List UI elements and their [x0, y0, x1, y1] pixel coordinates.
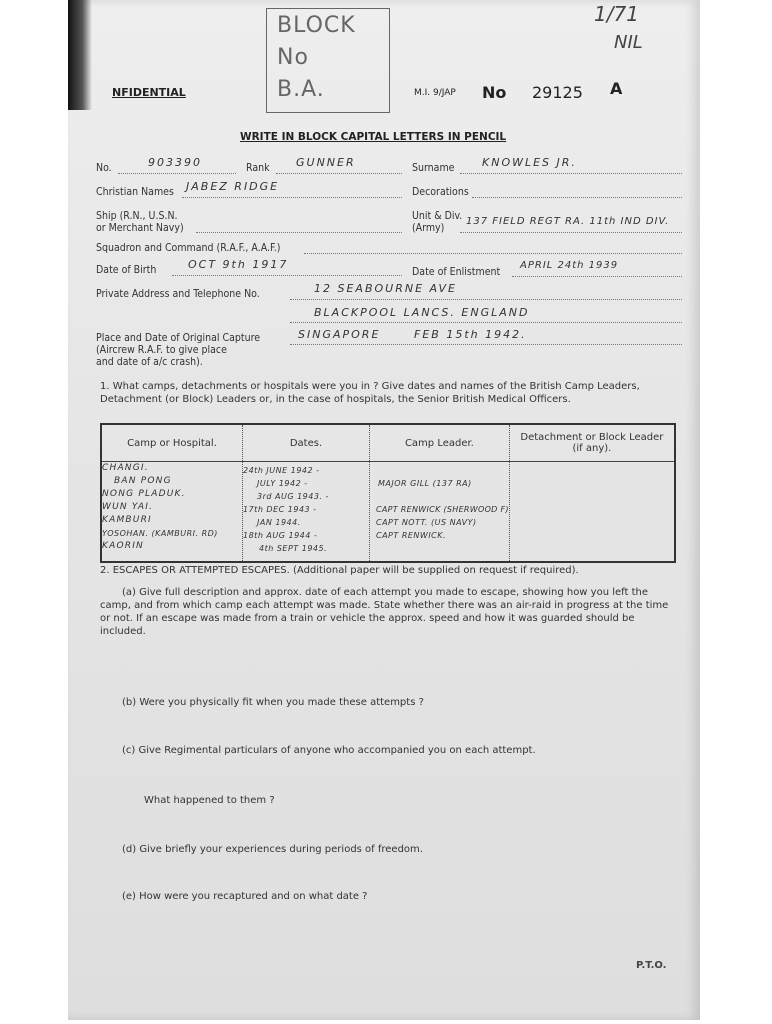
surname-value: KNOWLES JR.	[482, 156, 577, 169]
date-entry: 24th JUNE 1942 -	[243, 466, 320, 475]
question-2c: (c) Give Regimental particulars of anyone who accompanied you on each attempt.	[122, 745, 536, 756]
ship-label-line1: Ship (R.N., U.S.N.	[96, 210, 178, 222]
col-header-camp: Camp or Hospital.	[101, 424, 243, 462]
detachment-cell	[509, 462, 675, 563]
capture-date: FEB 15th 1942.	[414, 328, 527, 341]
address-line-2: BLACKPOOL LANCS. ENGLAND	[314, 306, 530, 319]
date-entry: 4th SEPT 1945.	[259, 544, 328, 553]
camp-name: KAMBURI	[102, 515, 152, 525]
camp-cell	[101, 462, 243, 563]
dates-cell	[243, 462, 370, 563]
confidential-label: NFIDENTIAL	[112, 86, 186, 99]
rank-label: Rank	[246, 162, 270, 174]
no-value: 903390	[148, 156, 202, 169]
leader-entry: CAPT RENWICK (SHERWOOD F)	[376, 505, 509, 514]
serial-no-label: No	[482, 83, 507, 102]
serial-number: 29125	[532, 83, 583, 102]
torn-corner	[68, 0, 92, 110]
dob-value: OCT 9th 1917	[188, 258, 289, 271]
question-2-title: 2. ESCAPES OR ATTEMPTED ESCAPES. (Additional paper will be supplied on request if required).	[100, 565, 579, 576]
question-2d: (d) Give briefly your experiences during periods of freedom.	[122, 844, 423, 855]
stamp-line-2: No	[277, 45, 309, 70]
squadron-label: Squadron and Command (R.A.F., A.A.F.)	[96, 242, 281, 254]
block-stamp	[266, 8, 390, 113]
date-entry: 18th AUG 1944 -	[243, 531, 318, 540]
rank-value: GUNNER	[296, 156, 356, 169]
ship-label-line2: or Merchant Navy)	[96, 222, 184, 234]
camp-name: KAORIN	[102, 541, 144, 551]
no-label: No.	[96, 162, 112, 174]
unit-label-line2: (Army)	[412, 222, 445, 234]
camp-name: CHANGI.	[102, 463, 149, 473]
camps-table	[100, 423, 676, 563]
enlistment-label: Date of Enlistment	[412, 266, 501, 278]
date-entry: 17th DEC 1943 -	[243, 505, 317, 514]
stamp-line-1: BLOCK	[277, 13, 356, 38]
address-line-1: 12 SEABOURNE AVE	[314, 282, 457, 295]
leader-entry: CAPT NOTT. (US NAVY)	[376, 518, 477, 527]
address-label: Private Address and Telephone No.	[96, 288, 260, 300]
camp-name: BAN PONG	[114, 476, 172, 486]
question-2c-followup: What happened to them ?	[144, 795, 275, 806]
leader-entry: MAJOR GILL (137 RA)	[378, 479, 472, 488]
camp-name: YOSOHAN. (KAMBURI. RD)	[102, 529, 218, 538]
col-header-leader: Camp Leader.	[370, 424, 510, 462]
capture-label-line3: and date of a/c crash).	[96, 356, 203, 368]
enlistment-value: APRIL 24th 1939	[520, 260, 619, 271]
date-entry: JULY 1942 -	[257, 479, 308, 488]
corner-mark-top: 1/71	[594, 2, 639, 26]
instruction-heading: WRITE IN BLOCK CAPITAL LETTERS IN PENCIL	[240, 131, 507, 143]
dob-label: Date of Birth	[96, 264, 157, 276]
unit-label-line1: Unit & Div.	[412, 210, 463, 222]
question-1: 1. What camps, detachments or hospitals were you in ? Give dates and names of the British Camp Leaders, Detachment (or Block) Leaders or, in the case of hospitals, the Senior British Medical Officers.	[100, 381, 640, 405]
surname-label: Surname	[412, 162, 455, 174]
decorations-label: Decorations	[412, 186, 469, 198]
col-header-dates: Dates.	[243, 424, 370, 462]
question-2a: (a) Give full description and approx. date of each attempt you made to escape, showing how you left the camp, and from which camp each attempt was made. State whether there was an air-raid in progress at the time or not. If an escape was made from a train or vehicle the approx. speed and how it was guarded should be included.	[100, 587, 669, 637]
capture-label-line1: Place and Date of Original Capture	[96, 332, 261, 344]
stamp-line-3: B.A.	[277, 77, 325, 102]
capture-place: SINGAPORE	[298, 328, 381, 341]
corner-mark-nil: NIL	[614, 32, 643, 53]
pto-label: P.T.O.	[636, 960, 667, 971]
camp-name: WUN YAI.	[102, 502, 154, 512]
date-entry: 3rd AUG 1943. -	[257, 492, 329, 501]
leader-entry: CAPT RENWICK.	[376, 531, 447, 540]
christian-names-value: JABEZ RIDGE	[186, 180, 280, 193]
capture-label-line2: (Aircrew R.A.F. to give place	[96, 344, 227, 356]
camp-name: NONG PLADUK.	[102, 489, 186, 499]
christian-names-label: Christian Names	[96, 186, 174, 198]
serial-suffix: A	[610, 79, 623, 98]
question-2e: (e) How were you recaptured and on what date ?	[122, 891, 368, 902]
form-reference: M.I. 9/JAP	[414, 88, 456, 98]
question-2b: (b) Were you physically fit when you made these attempts ?	[122, 697, 424, 708]
col-header-detachment: Detachment or Block Leader (if any).	[509, 424, 675, 462]
leader-cell	[370, 462, 510, 563]
date-entry: JAN 1944.	[257, 518, 301, 527]
unit-value: 137 FIELD REGT RA. 11th IND DIV.	[466, 216, 670, 227]
